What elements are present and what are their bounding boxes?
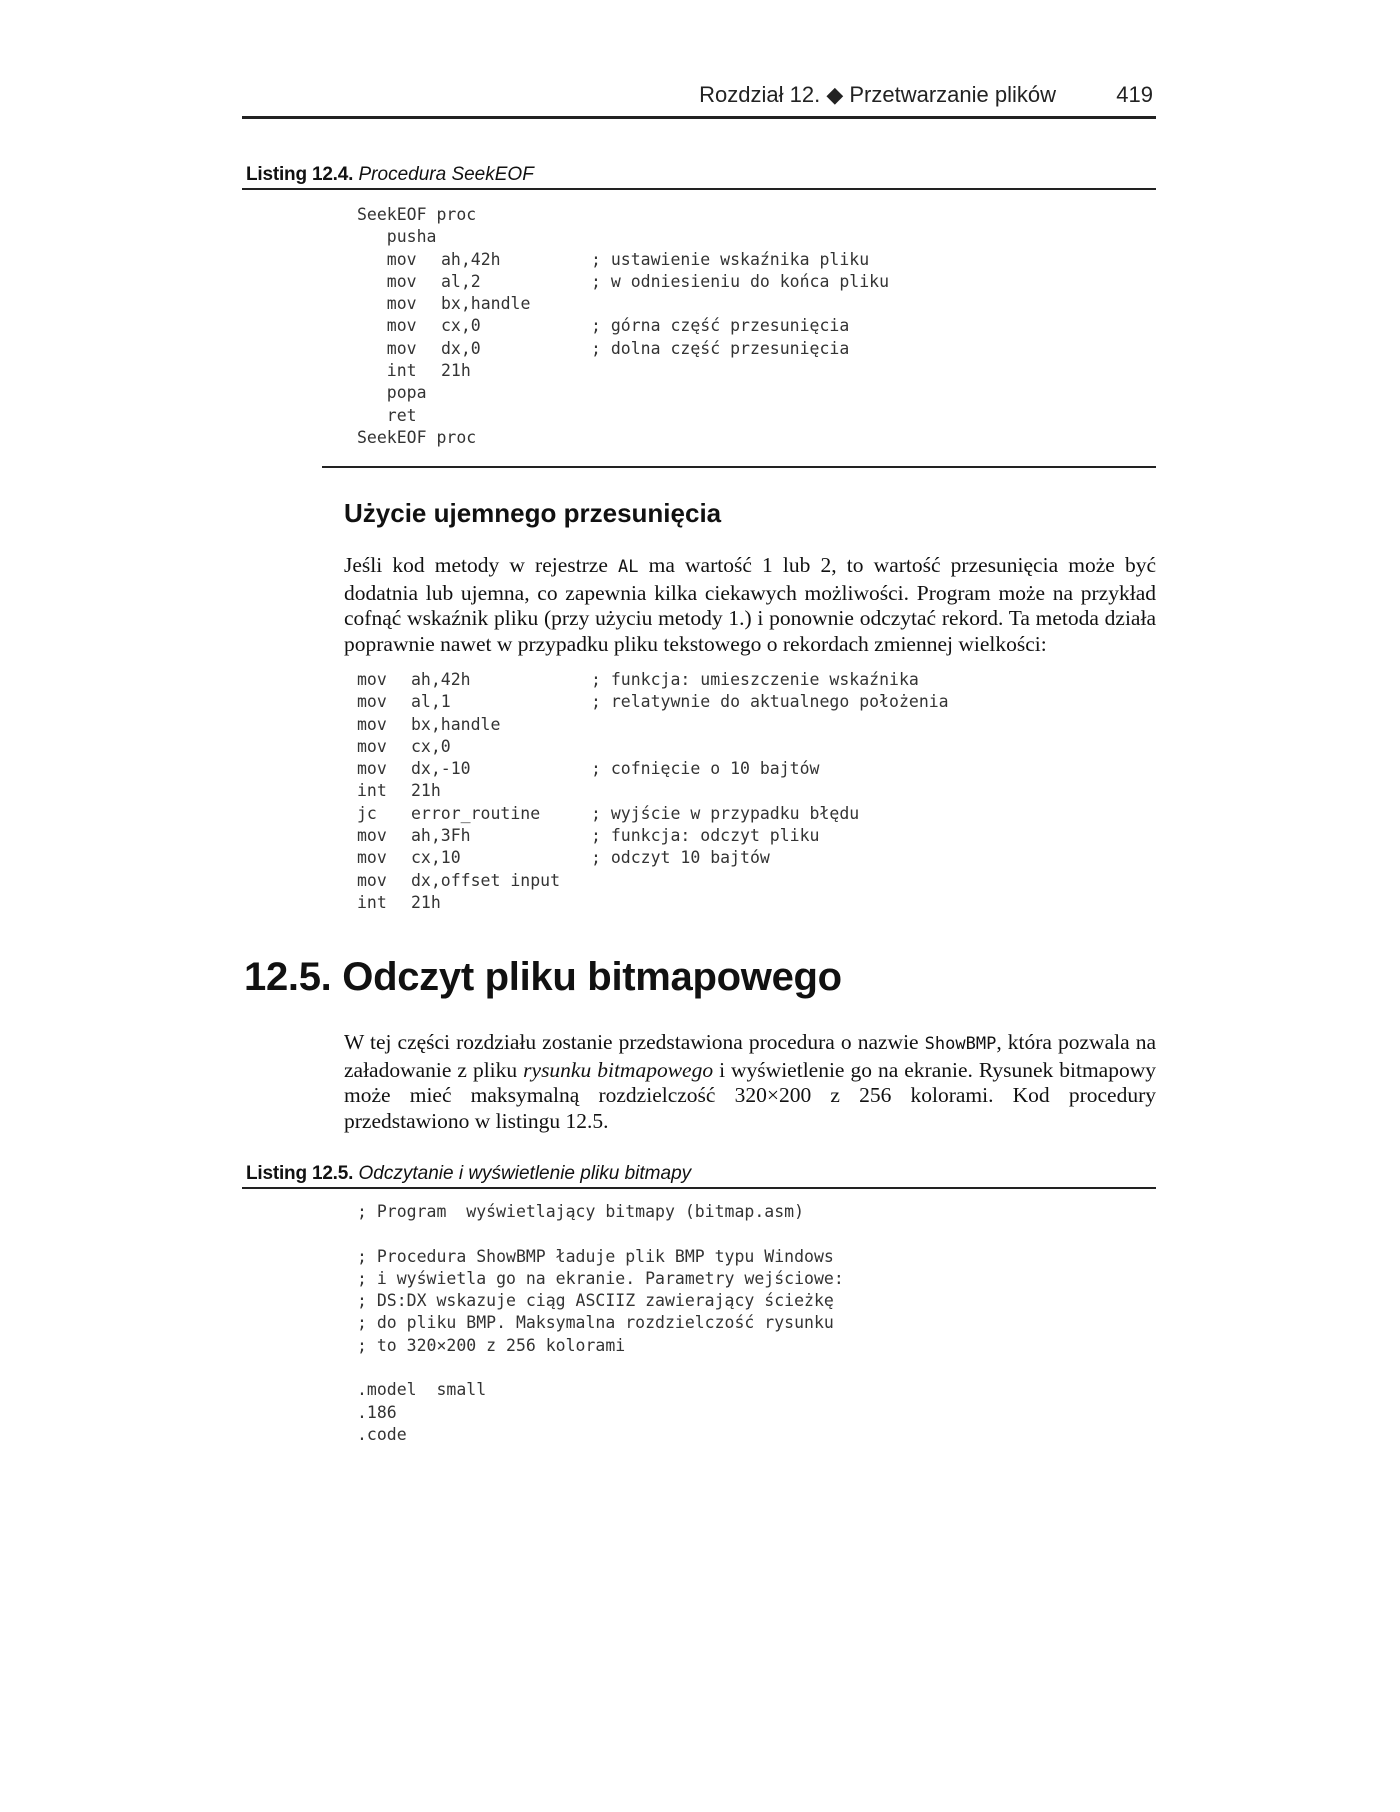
code-line: [357, 315, 889, 337]
code-line: ; to 320×200 z 256 kolorami: [357, 1335, 626, 1355]
code-line: [357, 758, 949, 780]
code-token: mov: [357, 338, 417, 358]
code-token: mov: [357, 670, 387, 689]
chapter-title: Rozdział 12. ◆ Przetwarzanie plików: [699, 82, 1056, 107]
code-line: [357, 360, 889, 382]
code-token: mov: [357, 826, 387, 846]
code-token: 21h: [411, 781, 441, 801]
code-token: ; relatywnie do aktualnego położenia: [591, 692, 949, 712]
code-line: [357, 271, 889, 293]
code-line: [357, 669, 949, 691]
code-line: [357, 382, 889, 404]
listing-title: Odczytanie i wyświetlenie pliku bitmapy: [358, 1163, 692, 1184]
code-line: [357, 825, 949, 847]
code-line: .code: [357, 1424, 407, 1444]
subsection-heading: Użycie ujemnego przesunięcia: [344, 498, 722, 528]
code-snippet-negative-offset: [357, 669, 949, 914]
code-token: ; w odniesieniu do końca pliku: [591, 271, 890, 291]
caption-rule: [242, 1187, 1156, 1189]
code-line: [357, 847, 949, 869]
text: Jeśli kod metody w rejestrze: [344, 553, 618, 577]
code-token: mov: [357, 736, 387, 756]
code-token: cx,0: [411, 736, 451, 756]
code-token: mov: [357, 294, 417, 314]
inline-code: ShowBMP: [924, 1034, 997, 1054]
code-line: [357, 427, 889, 449]
code-line: [357, 736, 949, 758]
code-token: bx,handle: [411, 714, 501, 734]
text: ma wartość 1 lub 2, to wartość przesunięcia może być dodatnia lub ujemna, co zapewnia kilka ciekawych możliwości. Program może na przykład cofnąć wskaźnik pliku (przy użyciu metody 1.) i ponownie odczytać rekord. Ta metoda działa poprawnie nawet w przypadku pliku tekstowego o rekordach zmiennej wielkości:: [344, 553, 1156, 656]
code-token: ah,42h: [441, 249, 501, 269]
code-token: al,1: [411, 692, 451, 712]
code-line: ; do pliku BMP. Maksymalna rozdzielczość rysunku: [357, 1313, 834, 1333]
code-line: [357, 780, 949, 802]
code-token: ; górna część przesunięcia: [591, 316, 850, 336]
code-token: mov: [357, 714, 387, 734]
paragraph-negative-offset: [344, 553, 1156, 657]
listing-label: Listing 12.4.: [246, 164, 354, 185]
code-token: cx,0: [441, 316, 481, 336]
code-token: dx,offset input: [411, 870, 561, 890]
code-token: ; cofnięcie o 10 bajtów: [591, 759, 820, 779]
code-token: mov: [357, 759, 387, 779]
code-line: [357, 226, 889, 248]
code-token: 21h: [411, 892, 441, 912]
code-line: [357, 803, 949, 825]
code-token: popa: [357, 383, 427, 403]
inline-code: AL: [618, 557, 639, 577]
blank-line: [357, 1223, 844, 1245]
code-token: ; funkcja: odczyt pliku: [591, 826, 820, 846]
code-listing-bitmap: [357, 1201, 844, 1446]
code-token: pusha: [357, 227, 437, 247]
code-token: ; dolna część przesunięcia: [591, 338, 850, 358]
code-line: [357, 293, 889, 315]
code-token: ; ustawienie wskaźnika pliku: [591, 249, 870, 269]
listing-caption: [246, 1163, 691, 1185]
listing-title: Procedura SeekEOF: [358, 164, 534, 185]
code-token: ah,3Fh: [411, 826, 471, 846]
code-line: [357, 691, 949, 713]
code-line: ; i wyświetla go na ekranie. Parametry wejściowe:: [357, 1268, 844, 1288]
code-token: mov: [357, 249, 417, 269]
header-rule: [242, 116, 1156, 119]
code-line: .186: [357, 1402, 397, 1422]
code-token: mov: [357, 870, 387, 890]
code-token: ret: [357, 405, 417, 425]
italic-text: rysunku bitmapowego: [523, 1057, 714, 1082]
code-token: SeekEOF proc: [357, 427, 477, 447]
code-line: [357, 405, 889, 427]
code-token: ah,42h: [411, 670, 471, 689]
running-header: [242, 82, 1156, 114]
code-token: bx,handle: [441, 294, 531, 314]
code-token: ; funkcja: umieszczenie wskaźnika: [591, 670, 919, 689]
text: W tej części rozdziału zostanie przedstawiona procedura o nazwie: [344, 1030, 925, 1054]
code-token: int: [357, 892, 387, 912]
code-line: [357, 338, 889, 360]
code-token: dx,0: [441, 338, 481, 358]
code-token: 21h: [441, 361, 471, 381]
code-listing-seekeof: [357, 204, 889, 449]
code-token: mov: [357, 316, 417, 336]
blank-line: [357, 1357, 844, 1379]
code-token: cx,10: [411, 848, 461, 868]
code-token: mov: [357, 848, 387, 868]
code-token: int: [357, 361, 417, 381]
code-line: .model small: [357, 1380, 487, 1400]
code-token: mov: [357, 692, 387, 712]
code-line: [357, 714, 949, 736]
section-heading: 12.5. Odczyt pliku bitmapowego: [244, 955, 842, 999]
code-token: ; wyjście w przypadku błędu: [591, 803, 860, 823]
listing-end-rule: [322, 466, 1156, 468]
text: i wyświetlenie go na ekranie. Rysunek bitmapowy może mieć maksymalną rozdzielczość 320×200 z 256 kolorami. Kod procedury przedstawiono w listingu 12.5.: [344, 1057, 1156, 1133]
code-line: [357, 204, 889, 226]
caption-rule: [242, 188, 1156, 190]
code-line: ; Program wyświetlający bitmapy (bitmap.asm): [357, 1202, 805, 1221]
page-number: 419: [1116, 82, 1153, 107]
code-line: [357, 249, 889, 271]
code-token: jc: [357, 803, 377, 823]
code-line: [357, 892, 949, 914]
code-token: ; odczyt 10 bajtów: [591, 848, 770, 868]
code-line: ; Procedura ShowBMP ładuje plik BMP typu Windows: [357, 1246, 834, 1266]
code-line: ; DS:DX wskazuje ciąg ASCIIZ zawierający ścieżkę: [357, 1291, 834, 1311]
paragraph-bitmap-intro: [344, 1030, 1156, 1134]
code-token: dx,-10: [411, 759, 471, 779]
code-line: [357, 870, 949, 892]
code-token: al,2: [441, 271, 481, 291]
text: , która pozwala na załadowanie z pliku: [344, 1030, 1156, 1082]
code-token: error_routine: [411, 803, 541, 823]
code-token: SeekEOF proc: [357, 205, 477, 224]
listing-label: Listing 12.5.: [246, 1163, 354, 1184]
code-token: int: [357, 781, 387, 801]
code-token: mov: [357, 271, 417, 291]
listing-caption: [246, 164, 534, 186]
